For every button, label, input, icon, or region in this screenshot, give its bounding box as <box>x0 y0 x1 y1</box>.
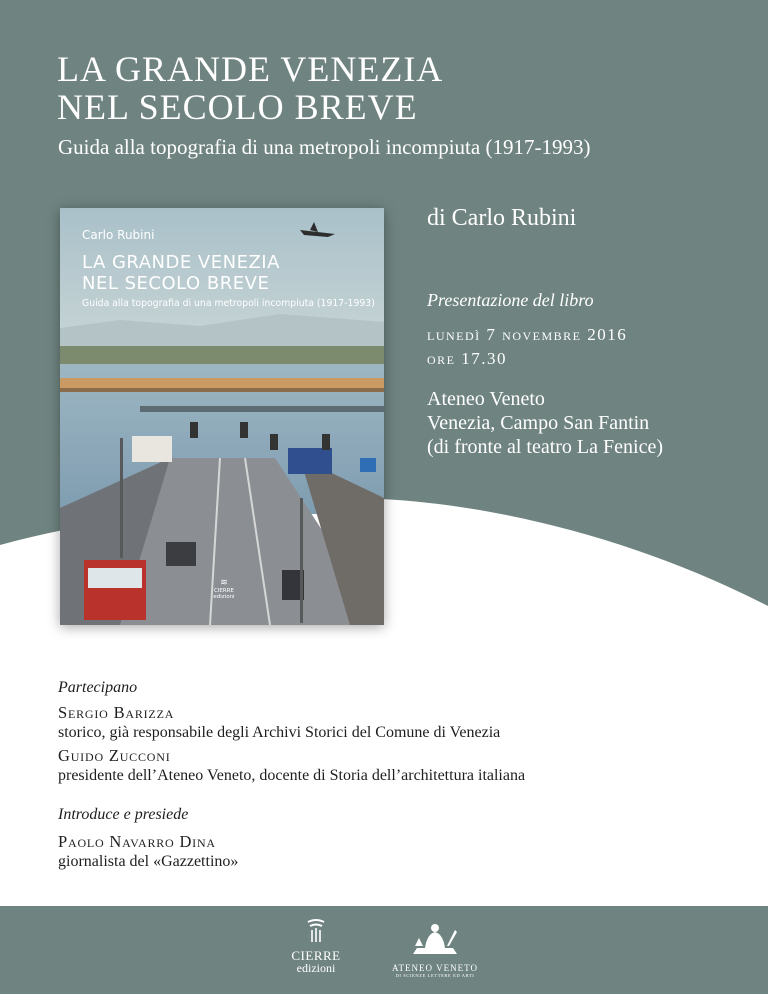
cierre-line1: CIERRE <box>291 948 341 963</box>
venue-line3: (di fronte al teatro La Fenice) <box>427 436 663 458</box>
cover-publisher-logo <box>207 579 241 600</box>
cover-cierre-icon: ≋ <box>220 578 228 588</box>
cover-publisher-line1: CIERRE <box>213 588 235 594</box>
page-title-line1: LA GRANDE VENEZIA <box>57 49 444 89</box>
participant-role: presidente dell’Ateneo Veneto, docente di Storia dell’architettura italiana <box>58 767 526 784</box>
cover-subtitle: Guida alla topografia di una metropoli incompiuta (1917-1993) <box>82 298 375 309</box>
moderator-label: Introduce e presiede <box>58 806 189 823</box>
venue-line1: Ateneo Veneto <box>427 388 545 410</box>
participants-label: Partecipano <box>58 679 138 696</box>
cierre-icon <box>302 918 330 944</box>
page-subtitle: Guida alla topografia di una metropoli incompiuta (1917-1993) <box>58 135 591 159</box>
event-author: di Carlo Rubini <box>427 205 577 231</box>
ateneo-logo <box>380 918 490 979</box>
cierre-line2: edizioni <box>296 961 336 975</box>
cover-title-line2: NEL SECOLO BREVE <box>82 273 270 294</box>
participant-role: storico, già responsabile degli Archivi Storici del Comune di Venezia <box>58 724 501 741</box>
ateneo-line1: ATENEO VENETO <box>392 963 478 973</box>
moderator-role: giornalista del «Gazzettino» <box>58 853 239 870</box>
cover-author: Carlo Rubini <box>82 228 155 242</box>
footer <box>0 906 768 994</box>
cierre-logo <box>286 918 346 974</box>
participant-name: Sergio Barizza <box>58 703 175 722</box>
cover-publisher-line2: edizioni <box>213 594 235 600</box>
cover-title-line1: LA GRANDE VENEZIA <box>82 252 280 273</box>
event-venue <box>427 387 663 459</box>
venue-line2: Venezia, Campo San Fantin <box>427 412 650 434</box>
event-date: lunedì 7 novembre 2016 <box>427 325 628 344</box>
book-cover <box>60 208 384 625</box>
ateneo-icon <box>403 918 467 958</box>
event-label: Presentazione del libro <box>427 290 594 310</box>
participant-name: Guido Zucconi <box>58 746 171 765</box>
event-time: ore 17.30 <box>427 349 507 368</box>
ateneo-line2: DI SCIENZE LETTERE ED ARTI <box>395 973 475 978</box>
page-title-line2: NEL SECOLO BREVE <box>57 87 418 127</box>
moderator-name: Paolo Navarro Dina <box>58 832 216 851</box>
